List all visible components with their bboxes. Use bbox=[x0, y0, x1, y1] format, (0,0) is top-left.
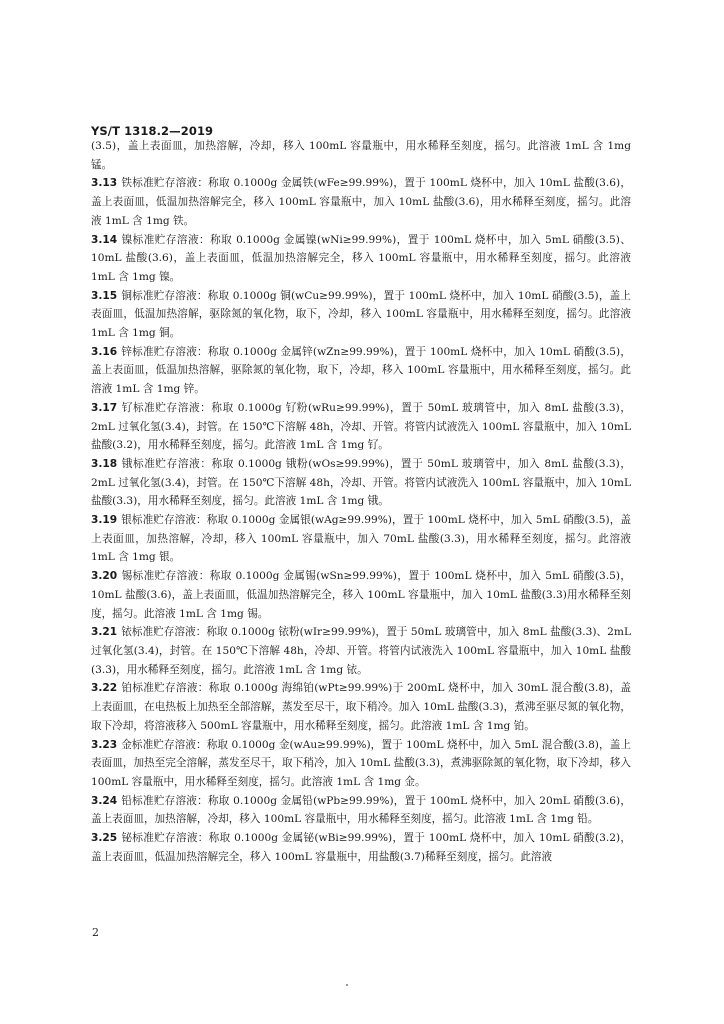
clause-title: 铂标准贮存溶液 bbox=[121, 682, 198, 695]
clause-number: 3.17 bbox=[91, 401, 118, 414]
document-body bbox=[91, 137, 631, 866]
clause-title: 锡标准贮存溶液 bbox=[121, 570, 199, 583]
clause-3-17 bbox=[91, 399, 631, 455]
standard-code-header: YS/T 1318.2—2019 bbox=[91, 124, 214, 138]
clause-text: ：称取 0.1000g 金属银(wAg≥99.99%)，置于 100mL 烧杯中，加入 5mL 硝酸(3.5)，盖上表面皿，加热溶解，冷却，移入 100mL 容量瓶中，加入 70mL 盐酸(3.3)，用水稀释至刻度，摇匀。此溶液 1mL 含 1mg 银。 bbox=[91, 514, 632, 564]
clause-title: 锌标准贮存溶液 bbox=[121, 345, 198, 358]
scan-artifact-dot bbox=[346, 984, 348, 986]
clause-number: 3.20 bbox=[91, 570, 118, 583]
clause-3-19 bbox=[91, 511, 631, 567]
clause-number: 3.19 bbox=[91, 514, 118, 527]
clause-text: ：称取 0.1000g 钌粉(wRu≥99.99%)，置于 50mL 玻璃管中，加入 8mL 盐酸(3.3)，2mL 过氧化氢(3.4)，封管。在 150℃下溶解 48h，冷却、开管。将管内试液洗入 100mL 容量瓶中，加入 10mL 盐酸(3.2)，用水稀释至刻度，摇匀。此溶液 1mL 含 1mg 钌。 bbox=[91, 401, 632, 452]
clause-title: 锇标准贮存溶液 bbox=[121, 457, 201, 470]
clause-3-18 bbox=[91, 455, 631, 511]
clause-title: 铁标准贮存溶液 bbox=[121, 177, 198, 190]
clause-3-13 bbox=[91, 174, 631, 230]
clause-number: 3.15 bbox=[91, 289, 118, 302]
clause-text: ：称取 0.1000g 金属铋(wBi≥99.99%)，置于 100mL 烧杯中，加入 10mL 硝酸(3.2)，盖上表面皿，低温加热溶解完全，移入 100mL 容量瓶中，用盐酸(3.7)稀释至刻度，摇匀。此溶液 bbox=[91, 832, 632, 863]
clause-3-24 bbox=[91, 792, 631, 829]
clause-number: 3.13 bbox=[91, 177, 118, 190]
clause-number: 3.18 bbox=[91, 457, 118, 470]
clause-text: ：称取 0.1000g 金属锡(wSn≥99.99%)，置于 100mL 烧杯中，加入 5mL 硝酸(3.5)，10mL 盐酸(3.6)，盖上表面皿，低温加热溶解完全，移入 100mL 容量瓶中，加入 10mL 盐酸(3.3)用水稀释至刻度，摇匀。此溶液 1mL 含 1mg 锡。 bbox=[91, 570, 631, 620]
clause-text: ：称取 0.1000g 金属铅(wPb≥99.99%)，置于 100mL 烧杯中，加入 20mL 硝酸(3.6)，盖上表面皿，加热溶解，冷却，移入 100mL 容量瓶中，用水稀释至刻度，摇匀。此溶液 1mL 含 1mg 铅。 bbox=[91, 794, 631, 826]
clause-title: 钌标准贮存溶液 bbox=[121, 401, 201, 414]
clause-3-22 bbox=[91, 679, 631, 735]
clause-text: ：称取 0.1000g 海绵铂(wPt≥99.99%)于 200mL 烧杯中，加入 30mL 混合酸(3.8)，盖上表面皿，在电热板上加热至全部溶解，蒸发至尽干，取下稍冷。加入 10mL 盐酸(3.3)，煮沸至驱尽氮的氧化物，取下冷却，将溶液移入 500mL 容量瓶中，用水稀释至刻度，摇匀。此溶液 1mL 含 1mg 铂。 bbox=[91, 682, 631, 732]
clause-number: 3.23 bbox=[91, 738, 118, 751]
clause-text: ：称取 0.1000g 金属铁(wFe≥99.99%)，置于 100mL 烧杯中，加入 10mL 盐酸(3.6)，盖上表面皿，低温加热溶解完全，移入 100mL 容量瓶中，加入 10mL 盐酸(3.6)，用水稀释至刻度，摇匀。此溶液 1mL 含 1mg 铁。 bbox=[91, 177, 632, 227]
clause-text: ：称取 0.1000g 锇粉(wOs≥99.99%)，置于 50mL 玻璃管中，加入 8mL 盐酸(3.3)，2mL 过氧化氢(3.4)，封管。在 150℃下溶解 48h，冷却、开管。将管内试液洗入 100mL 容量瓶中，加入 10mL 盐酸(3.3)，用水稀释至刻度，摇匀。此溶液 1mL 含 1mg 锇。 bbox=[91, 457, 631, 508]
clause-number: 3.22 bbox=[91, 682, 118, 695]
clause-title: 铱标准贮存溶液 bbox=[121, 626, 196, 639]
clause-text: ：称取 0.1000g 铱粉(wIr≥99.99%)，置于 50mL 玻璃管中，加入 8mL 盐酸(3.3)、2mL 过氧化氢(3.4)，封管。在 150℃下溶解 48h，冷却、开管。将管内试液洗入 100mL 容量瓶中，加入 10mL 盐酸(3.3)，用水稀释至刻度，摇匀。此溶液 1mL 含 1mg 铱。 bbox=[91, 626, 631, 676]
clause-3-23 bbox=[91, 736, 631, 792]
clause-number: 3.14 bbox=[91, 233, 118, 246]
clause-title: 金标准贮存溶液 bbox=[121, 738, 197, 751]
clause-3-15 bbox=[91, 287, 631, 343]
clause-text: ：称取 0.1000g 金(wAu≥99.99%)，置于 100mL 烧杯中，加入 5mL 混合酸(3.8)，盖上表面皿，加热至完全溶解，蒸发至尽干，取下稍冷，加入 10mL 盐酸(3.3)，煮沸驱除氮的氧化物，取下冷却，移入 100mL 容量瓶中，用水稀释至刻度，摇匀。此溶液 1mL 含 1mg 金。 bbox=[91, 738, 631, 788]
clause-3-21 bbox=[91, 623, 631, 679]
clause-number: 3.24 bbox=[91, 794, 118, 807]
clause-3-20 bbox=[91, 567, 631, 623]
clause-text: ：称取 0.1000g 金属锌(wZn≥99.99%)，置于 100mL 烧杯中，加入 10mL 硝酸(3.5)，盖上表面皿，低温加热溶解，驱除氮的氧化物，取下，冷却，移入 100mL 容量瓶中，用水稀释至刻度，摇匀。此溶液 1mL 含 1mg 锌。 bbox=[91, 345, 631, 396]
clause-number: 3.25 bbox=[91, 832, 118, 845]
clause-title: 铅标准贮存溶液 bbox=[121, 794, 198, 807]
clause-3-25 bbox=[91, 829, 631, 866]
clause-number: 3.16 bbox=[91, 345, 118, 358]
clause-text: ：称取 0.1000g 铜(wCu≥99.99%)，置于 100mL 烧杯中，加入 10mL 硝酸(3.5)，盖上表面皿，低温加热溶解，驱除氮的氧化物，取下，冷却，移入 100mL 容量瓶中，用水稀释至刻度，摇匀。此溶液 1mL 含 1mg 铜。 bbox=[91, 289, 632, 340]
clause-number: 3.21 bbox=[91, 626, 118, 639]
clause-text: ：称取 0.1000g 金属镍(wNi≥99.99%)，置于 100mL 烧杯中，加入 5mL 硝酸(3.5)、10mL 盐酸(3.6)，盖上表面皿，低温加热溶解完全，移入 100mL 容量瓶中，用水稀释至刻度，摇匀。此溶液 1mL 含 1mg 镍。 bbox=[91, 233, 631, 283]
page-number: 2 bbox=[92, 926, 99, 939]
clause-title: 镍标准贮存溶液 bbox=[121, 233, 200, 246]
clause-title: 银标准贮存溶液 bbox=[121, 514, 197, 527]
clause-3-14 bbox=[91, 231, 631, 287]
clause-3-16 bbox=[91, 343, 631, 399]
intro-paragraph: (3.5)，盖上表面皿，加热溶解，冷却，移入 100mL 容量瓶中，用水稀释至刻度，摇匀。此溶液 1mL 含 1mg 锰。 bbox=[91, 140, 631, 171]
clause-title: 铋标准贮存溶液 bbox=[121, 832, 198, 845]
clause-title: 铜标准贮存溶液 bbox=[121, 289, 197, 302]
